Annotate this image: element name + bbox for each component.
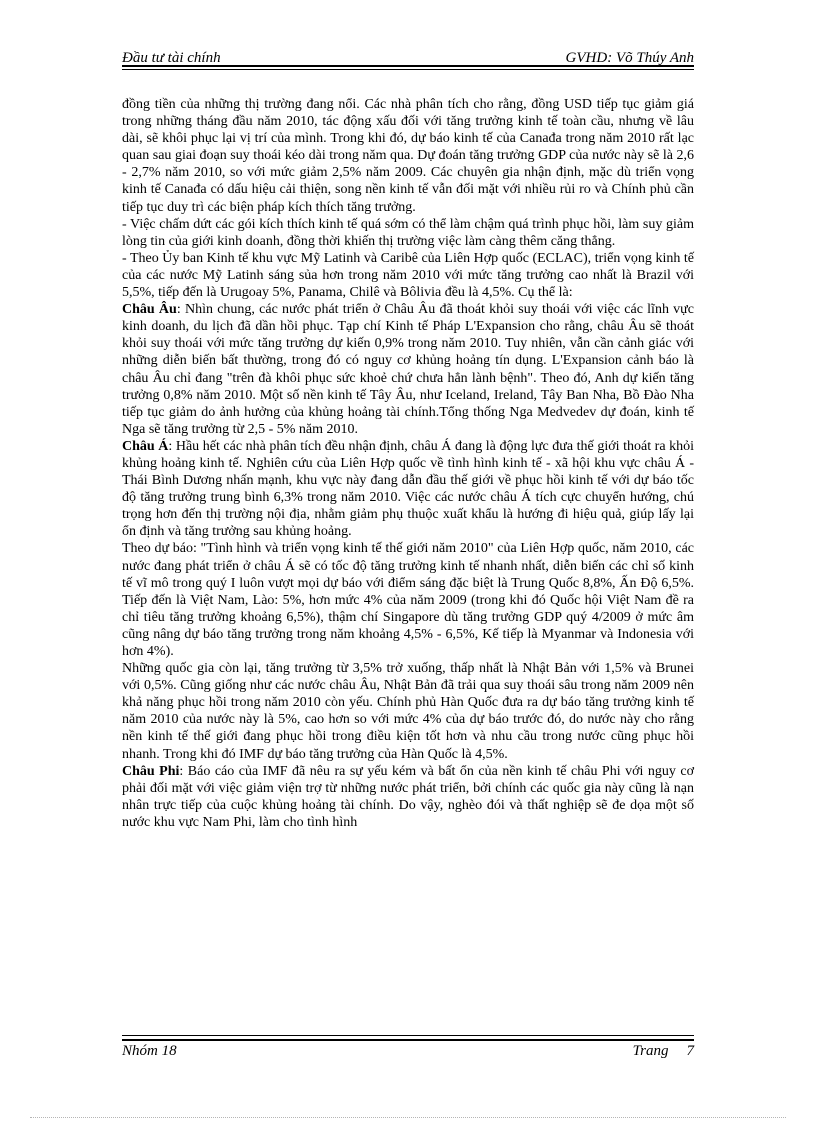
paragraph-asia: Châu Á: Hầu hết các nhà phân tích đều nhận định, châu Á đang là động lực đưa thế giới thoát ra khỏi khủng hoảng kinh tế. Nghiên cứu của Liên Hợp quốc về tình hình kinh tế - xã hội khu vực châu Á - Thái Bình Dương nhấn mạnh, khu vực này đang dẫn đầu thế giới về phục hồi kinh tế với dự báo tốc độ tăng trưởng trung bình 6,3% trong năm 2010. Việc các nước châu Á tích cực chuyển hướng, chú trọng hơn đến thị trường nội địa, nhằm giảm phụ thuộc xuất khẩu là hướng đi hiệu quả, giúp lấy lại ổn định và tăng trưởng sau khủng hoảng. xyxy=(122,438,695,540)
footer-group: Nhóm 18 xyxy=(122,1043,177,1059)
paragraph-europe: Châu Âu: Nhìn chung, các nước phát triển ở Châu Âu đã thoát khỏi suy thoái với việc các lĩnh vực kinh doanh, du lịch đã dần hồi phục. Tạp chí Kinh tế Pháp L'Expansion cho rằng, châu Âu sẽ thoát khỏi suy thoái với mức tăng trưởng dự kiến 0,9% trong năm 2010. Tuy nhiên, vẫn cần cảnh giác với những diễn biến bất thường, trong đó có nguy cơ khủng hoảng tín dụng. L'Expansion cảnh báo là châu Âu chỉ đang "trên đà khôi phục sức khoẻ chứ chưa hẳn lành bệnh". Theo đó, Anh dự kiến tăng trưởng 0,8% năm 2010. Một số nền kinh tế Tây Âu, như Iceland, Ireland, Tây Ban Nha, Bồ Đào Nha tiếp tục giảm do ảnh hưởng của khủng hoảng tài chính.Tổng thống Nga Medvedev dự đoán, kinh tế Nga sẽ tăng trưởng từ 2,5 - 5% năm 2010. xyxy=(122,302,694,437)
header-instructor: GVHD: Võ Thúy Anh xyxy=(565,50,694,66)
paragraph: đồng tiền của những thị trường đang nổi. Các nhà phân tích cho rằng, đồng USD tiếp tục giảm giá trong những tháng đầu năm 2010, tác động xấu đối với tăng trưởng kinh tế toàn cầu, nhưng về lâu dài, sẽ khôi phục lại vị trí của mình. Trong khi đó, dự báo kinh tế của Canađa trong năm 2010 rất lạc quan sau giai đoạn suy thoái kéo dài trong năm qua. Dự đoán tăng trưởng GDP của nước này sẽ là 2,6 - 2,7% năm 2010, so với mức giảm 2,5% năm 2009. Các chuyên gia nhận định, mặc dù triển vọng kinh tế Canađa có dấu hiệu cải thiện, song nền kinh tế vẫn đối mặt với nhiều rủi ro và Chính phủ cần tiếp tục duy trì các biện pháp kích thích tăng trưởng. xyxy=(122,97,694,215)
paragraph: - Việc chấm dứt các gói kích thích kinh tế quá sớm có thể làm chậm quá trình phục hồi, làm suy giảm lòng tin của giới kinh doanh, đồng thời khiến thị trường việc làm càng thêm căng thẳng. xyxy=(122,216,694,249)
paragraph: - Theo Ủy ban Kinh tế khu vực Mỹ Latinh và Caribê của Liên Hợp quốc (ECLAC), triển vọng kinh tế của các nước Mỹ Latinh sáng sủa hơn trong năm 2010 với mức tăng trưởng cao nhất là Brazil với 5,5%, tiếp đến là Urugoay 5%, Panama, Chilê và Bôlivia đều là 4,5%. Cụ thể là: xyxy=(122,250,694,301)
section-heading-europe: Châu Âu xyxy=(122,302,177,318)
footer-rule xyxy=(122,1039,694,1041)
paragraph-africa: Châu Phi: Báo cáo của IMF đã nêu ra sự yếu kém và bất ổn của nền kinh tế châu Phi với nguy cơ phải đối mặt với việc giảm viện trợ từ những nước phát triển, bởi chính các quốc gia này cũng là nạn nhân trực tiếp của cuộc khủng hoảng tài chính. Do vậy, nghèo đói và thất nghiệp sẽ đe dọa một số nước khu vực Nam Phi, làm cho tình hình xyxy=(122,763,694,830)
page-label: Trang xyxy=(632,1043,669,1059)
page-boundary xyxy=(30,1117,786,1118)
header-rule-thin xyxy=(122,69,694,70)
page-number: 7 xyxy=(686,1043,694,1059)
section-heading-asia: Châu Á xyxy=(122,438,169,454)
header-course-title: Đầu tư tài chính xyxy=(122,50,221,66)
header-rule xyxy=(122,65,694,67)
paragraph: Những quốc gia còn lại, tăng trưởng từ 3,5% trở xuống, thấp nhất là Nhật Bản với 1,5% và Brunei với 0,5%. Cũng giống như các nước châu Âu, Nhật Bản đã trải qua suy thoái sâu trong năm 2009 nên khả năng phục hồi trong năm 2010 còn yếu. Chính phủ Hàn Quốc đưa ra dự báo tăng trưởng kinh tế năm 2010 của nước này là 5%, cao hơn so với mức 4% của dự báo trước đó, do nước này cho rằng nền kinh tế thế giới đang phục hồi trong điều kiện tốt hơn và nhu cầu trong nước cũng phục hồi nhanh. Trong khi đó IMF dự báo tăng trưởng của Hàn Quốc là 4,5%. xyxy=(122,661,694,762)
footer-page xyxy=(633,1041,694,1061)
body-text xyxy=(122,96,694,831)
section-heading-africa: Châu Phi xyxy=(122,763,180,779)
footer-rule-thin xyxy=(122,1035,694,1036)
paragraph: Theo dự báo: "Tình hình và triển vọng kinh tế thế giới năm 2010" của Liên Hợp quốc, năm 2010, các nước đang phát triển ở châu Á sẽ có tốc độ tăng trưởng kinh tế nhanh nhất, diễn biến các chỉ số kinh tế vĩ mô trong quý I luôn vượt mọi dự báo với điểm sáng đặc biệt là Trung Quốc 8,8%, Ấn Độ 6,5%. Tiếp đến là Việt Nam, Lào: 5%, hơn mức 4% của năm 2009 (trong khi đó Quốc hội Việt Nam đề ra chỉ tiêu tăng trưởng khoảng 6,5%), thậm chí Singapore dù tăng trưởng GDP quý 4/2009 ở mức âm cũng nâng dự báo tăng trưởng trong năm khoảng 4,5% - 6,5%, Kế tiếp là Myanmar và Indonesia với hơn 4%). xyxy=(122,541,694,659)
